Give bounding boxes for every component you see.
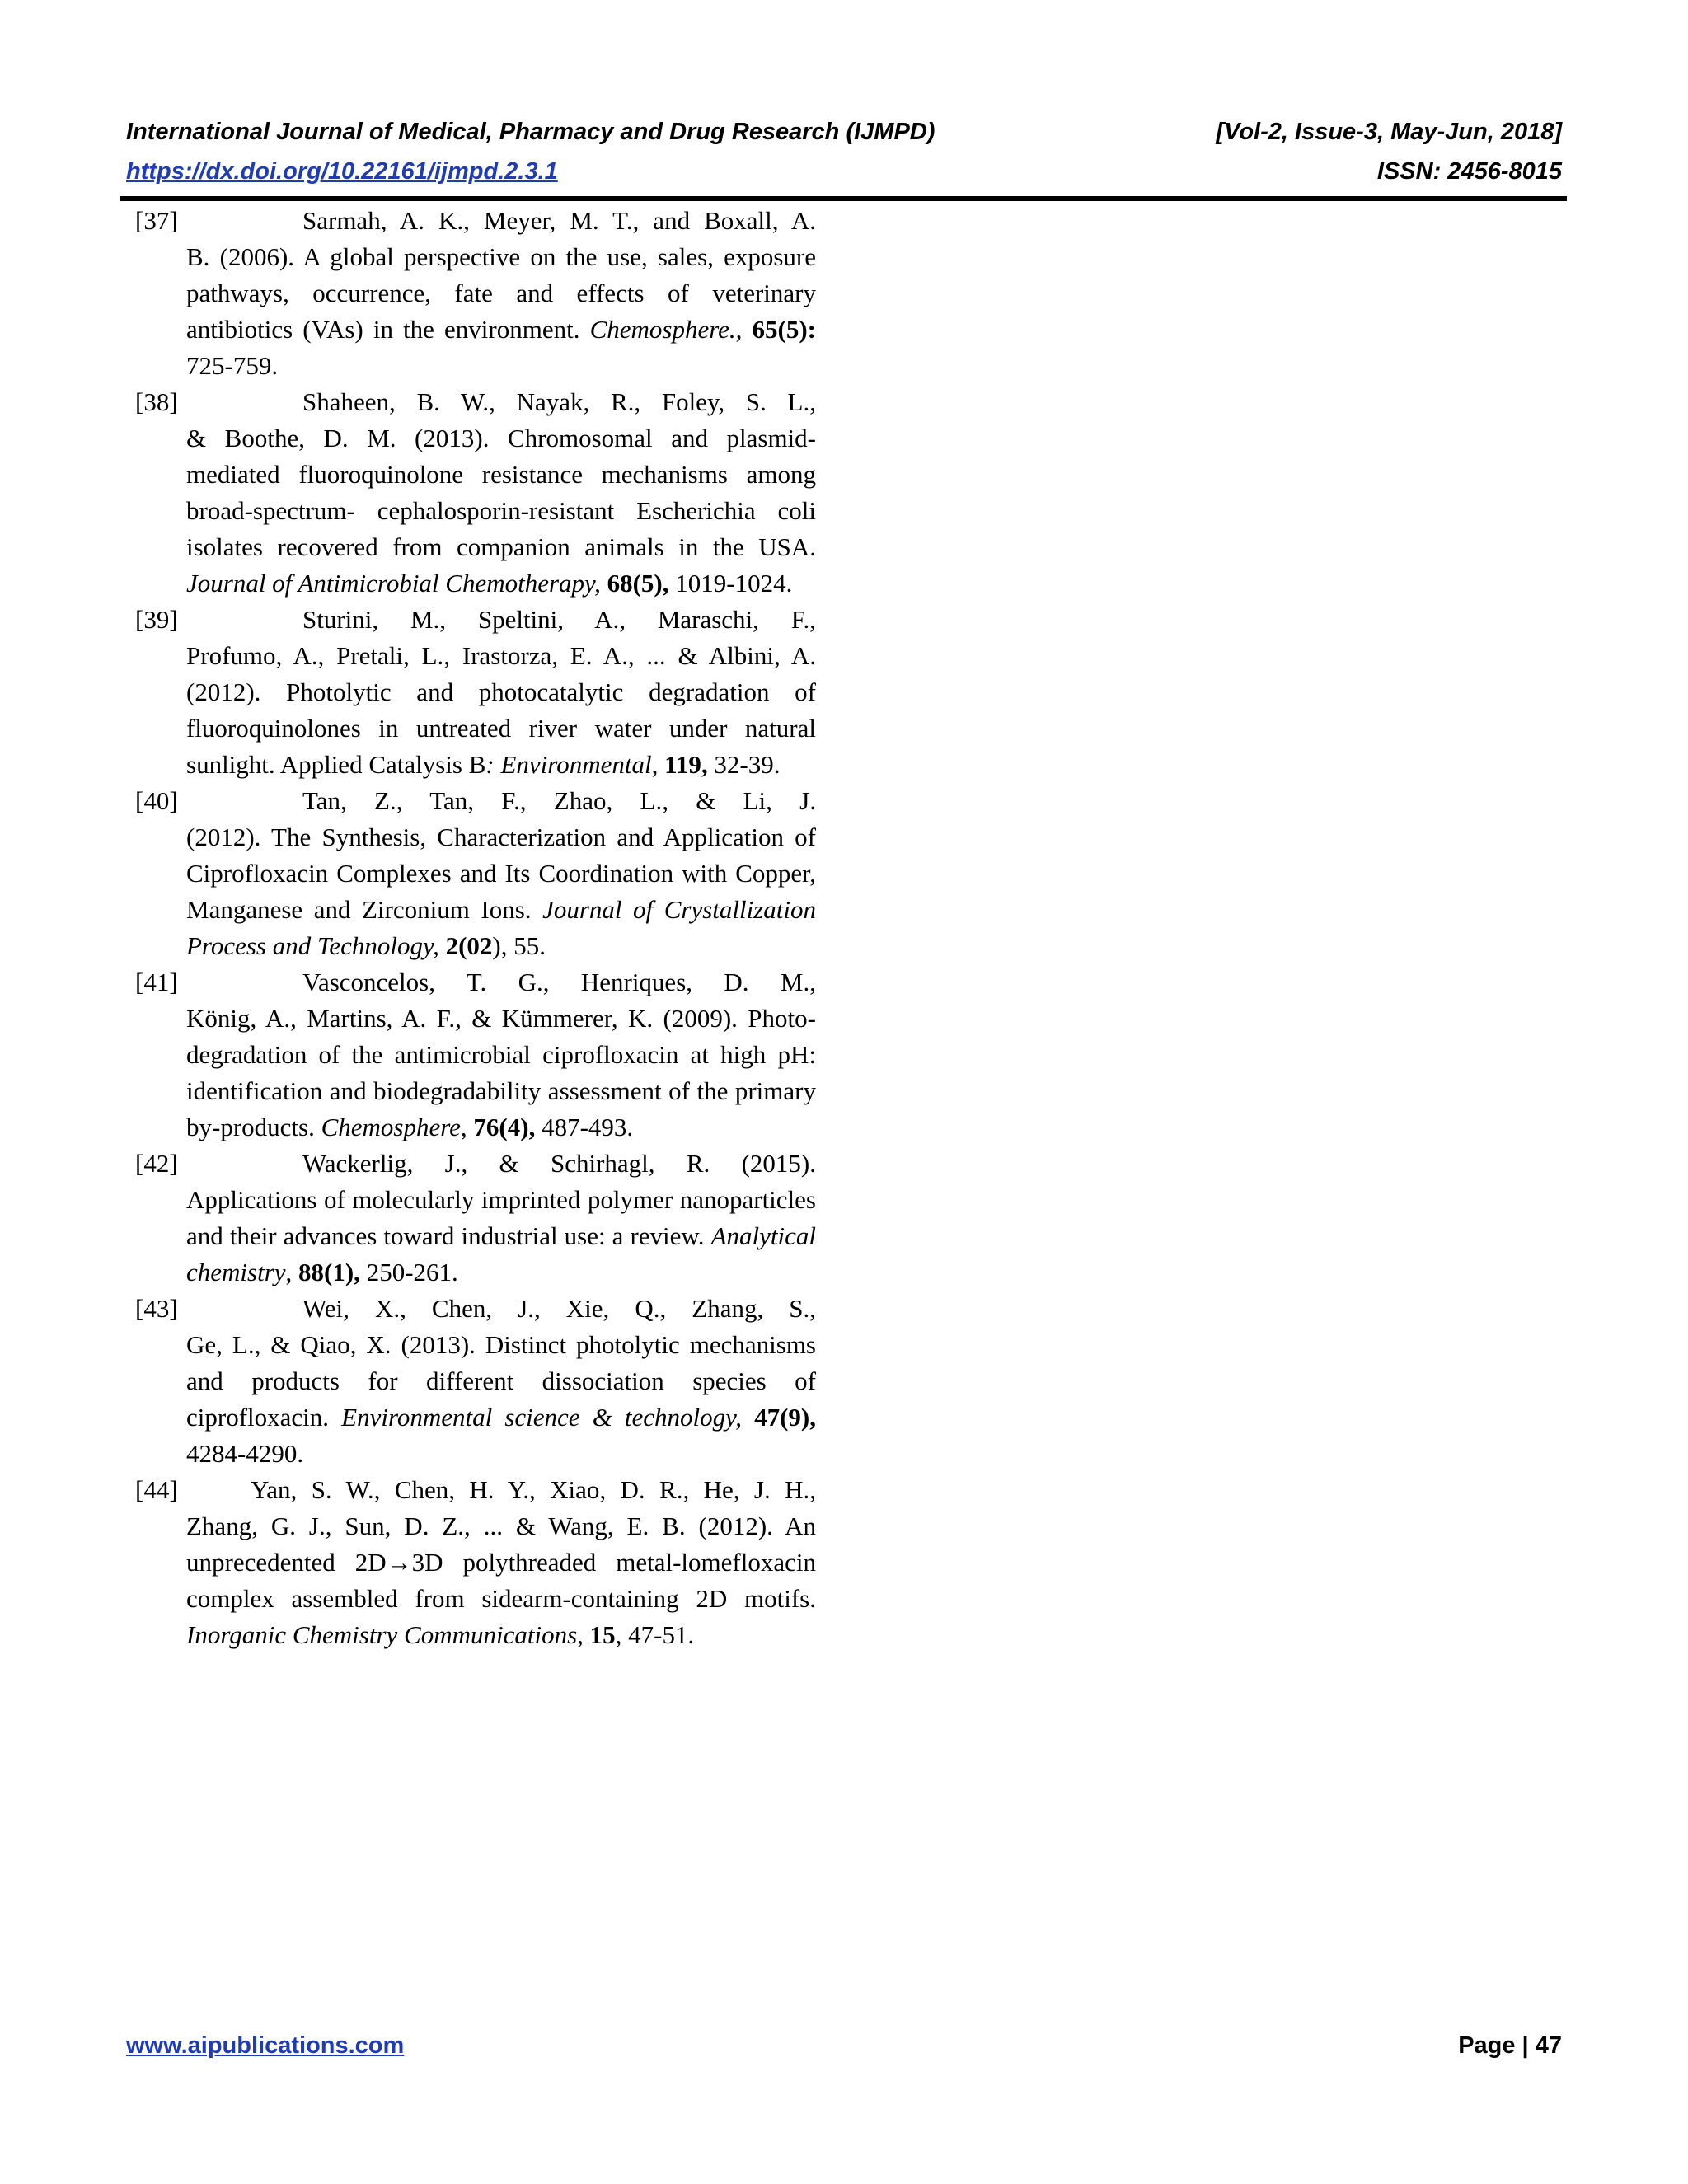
reference-citation: [186, 1508, 816, 1653]
reference-authors-line: Shaheen, B. W., Nayak, R., Foley, S. L.,: [302, 387, 816, 416]
reference-item: [135, 203, 816, 384]
citation-text: Profumo, A., Pretali, L., Irastorza, E. A., ... & Albini, A. (2012). Photolytic and photocatalytic degradation of fluoroquinolones in untreated river water under natural sunlight. Applied Catalysis B: [186, 641, 816, 779]
citation-text: ,: [285, 1258, 299, 1286]
reference-citation: [186, 239, 816, 384]
reference-citation: [186, 638, 816, 783]
header-rule: [120, 196, 1567, 201]
reference-number: [37]: [135, 206, 178, 235]
reference-citation: [186, 420, 816, 602]
citation-text: 1019-1024.: [668, 569, 793, 598]
volume-issue: 76(4),: [473, 1113, 536, 1141]
reference-number: [42]: [135, 1149, 178, 1178]
citation-text: 725-759.: [186, 351, 279, 380]
reference-number: [40]: [135, 786, 178, 815]
reference-number: [44]: [135, 1475, 178, 1504]
citation-text: [742, 315, 752, 344]
doi-link[interactable]: https://dx.doi.org/10.22161/ijmpd.2.3.1: [126, 158, 558, 185]
volume-issue: 68(5),: [607, 569, 669, 598]
reference-item: [135, 964, 816, 1146]
citation-text: Zhang, G. J., Sun, D. Z., ... & Wang, E. B. (2012). An unprecedented 2D→3D polythreaded metal-lomefloxacin complex assembled from sidearm-containing 2D motifs.: [186, 1511, 816, 1613]
citation-text: 4284-4290.: [186, 1439, 304, 1468]
journal-name: : Environmental: [485, 750, 652, 779]
citation-text: (2012). The Synthesis, Characterization and Application of Ciprofloxacin Complexes and Its Coordination with Copper, Manganese and Zirconium Ions.: [186, 823, 816, 924]
volume-issue: 2(02: [445, 931, 493, 960]
volume-issue: 88(1),: [298, 1258, 360, 1286]
journal-name: Chemosphere: [321, 1113, 461, 1141]
citation-text: Ge, L., & Qiao, X. (2013). Distinct photolytic mechanisms and products for different dissociation species of ciprofloxacin.: [186, 1330, 816, 1432]
citation-text: König, A., Martins, A. F., & Kümmerer, K. (2009). Photo-degradation of the antimicrobial ciprofloxacin at high pH: identification and biodegradability assessment of the primary by-products.: [186, 1004, 816, 1141]
reference-item: [135, 602, 816, 783]
citation-text: 250-261.: [359, 1258, 458, 1286]
citation-text: ,: [577, 1620, 590, 1649]
journal-name: Journal of Antimicrobial Chemotherapy,: [186, 569, 601, 598]
volume-issue: 119,: [664, 750, 708, 779]
reference-citation: [186, 1327, 816, 1472]
citation-text: Applications of molecularly imprinted polymer nanoparticles and their advances toward industrial use: a review.: [186, 1185, 816, 1250]
reference-authors-line: Sturini, M., Speltini, A., Maraschi, F.,: [302, 605, 816, 634]
reference-item: [135, 384, 816, 602]
citation-text: 32-39.: [707, 750, 781, 779]
volume-issue: 47(9),: [754, 1403, 817, 1432]
reference-number: [38]: [135, 387, 178, 416]
journal-name: Journal of Crystallization Process and Technology,: [186, 895, 817, 960]
reference-authors-line: Wackerlig, J., & Schirhagl, R. (2015).: [302, 1149, 816, 1178]
reference-item: [135, 1146, 816, 1291]
citation-text: B. (2006). A global perspective on the use, sales, exposure pathways, occurrence, fate and effects of veterinary antibiotics (VAs) in the environment.: [186, 242, 816, 344]
citation-text: [439, 931, 446, 960]
website-link[interactable]: www.aipublications.com: [126, 2032, 405, 2059]
citation-text: [601, 569, 607, 598]
volume-issue: 65(5):: [752, 315, 816, 344]
citation-text: ), 55.: [492, 931, 546, 960]
reference-citation: [186, 1182, 816, 1291]
citation-text: ,: [460, 1113, 474, 1141]
reference-list: [135, 203, 816, 1653]
citation-text: [742, 1403, 754, 1432]
reference-citation: [186, 1001, 816, 1146]
volume-issue: 15: [589, 1620, 616, 1649]
citation-text: & Boothe, D. M. (2013). Chromosomal and plasmid-mediated fluoroquinolone resistance mechanisms among broad-spectrum- cephalosporin-resistant Escherichia coli isolates recovered from companion animals in the USA.: [186, 424, 816, 561]
reference-authors-line: Wei, X., Chen, J., Xie, Q., Zhang, S.,: [302, 1294, 816, 1323]
journal-name: Inorganic Chemistry Communications: [186, 1620, 578, 1649]
reference-authors-line: Vasconcelos, T. G., Henriques, D. M.,: [302, 968, 816, 996]
citation-text: ,: [651, 750, 665, 779]
volume-info: [Vol-2, Issue-3, May-Jun, 2018]: [1216, 119, 1562, 145]
reference-number: [39]: [135, 605, 178, 634]
journal-name: Chemosphere.,: [589, 315, 743, 344]
reference-authors-line: Sarmah, A. K., Meyer, M. T., and Boxall, A.: [302, 206, 816, 235]
reference-item: [135, 1472, 816, 1653]
journal-name: Analytical chemistry: [186, 1221, 816, 1286]
reference-item: [135, 1291, 816, 1472]
reference-number: [41]: [135, 968, 178, 996]
reference-item: [135, 783, 816, 964]
reference-authors-line: Yan, S. W., Chen, H. Y., Xiao, D. R., He, J. H.,: [251, 1475, 816, 1504]
citation-text: 487-493.: [535, 1113, 634, 1141]
citation-text: , 47-51.: [615, 1620, 695, 1649]
reference-authors-line: Tan, Z., Tan, F., Zhao, L., & Li, J.: [302, 786, 816, 815]
reference-number: [43]: [135, 1294, 178, 1323]
journal-title: International Journal of Medical, Pharmacy and Drug Research (IJMPD): [126, 119, 935, 145]
journal-name: Environmental science & technology,: [341, 1403, 742, 1432]
page-number: Page | 47: [1458, 2032, 1562, 2059]
issn: ISSN: 2456-8015: [1376, 158, 1562, 185]
reference-citation: [186, 819, 816, 964]
